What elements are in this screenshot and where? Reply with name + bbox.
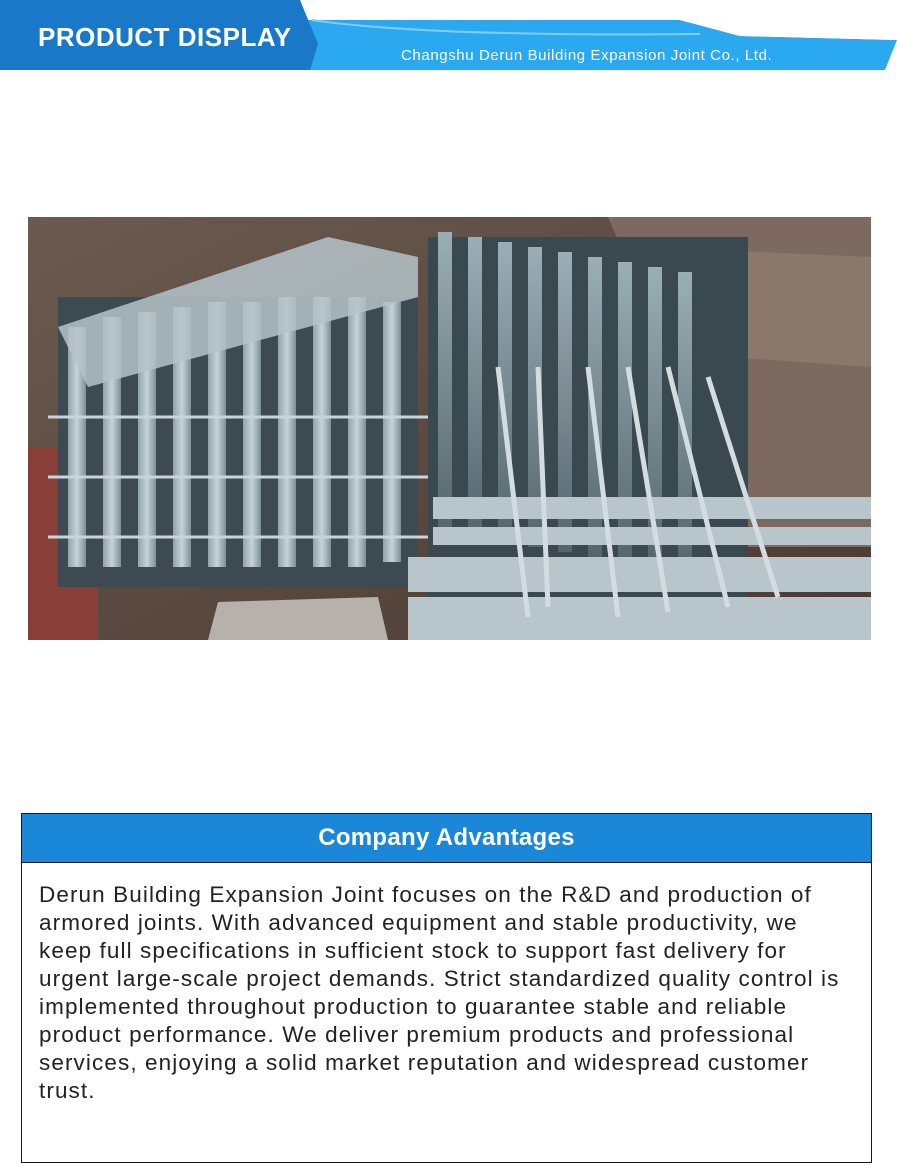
company-advantages-panel bbox=[21, 813, 872, 1163]
product-photo-illustration bbox=[28, 217, 871, 640]
advantages-body: Derun Building Expansion Joint focuses on the R&D and production of armored joints. With advanced equipment and stable productivity, we keep full specifications in sufficient stock to support fast delivery for urgent large-scale project demands. Strict standardized quality control is implemented throughout production to guarantee stable and reliable product performance. We deliver premium products and professional services, enjoying a solid market reputation and widespread customer trust. bbox=[39, 882, 840, 1103]
header-banner bbox=[0, 0, 897, 80]
advantages-header bbox=[22, 814, 871, 863]
product-photo bbox=[28, 217, 871, 640]
page-title: PRODUCT DISPLAY bbox=[38, 22, 292, 52]
company-name: Changshu Derun Building Expansion Joint Co., Ltd. bbox=[401, 47, 773, 64]
advantages-title: Company Advantages bbox=[318, 824, 575, 851]
